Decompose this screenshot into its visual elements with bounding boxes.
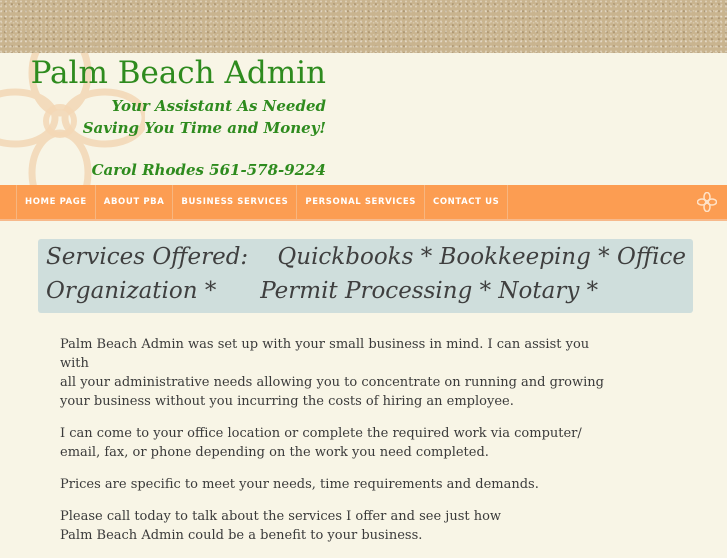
- services-line-1: Services Offered: Quickbooks * Bookkeeping * Office: [46, 244, 686, 270]
- tagline-saving: Saving You Time and Money!: [82, 119, 326, 137]
- tagline-assistant: Your Assistant As Needed: [111, 97, 326, 115]
- contact-phone: Carol Rhodes 561-578-9224: [91, 161, 326, 179]
- main-navigation: [0, 185, 727, 221]
- main-content: [60, 335, 620, 558]
- location-paragraph: I can come to your office location or complete the required work via computer/ email, fax, or phone depending on the work you need completed.: [60, 426, 582, 460]
- flower-icon: [697, 192, 717, 212]
- site-title[interactable]: Palm Beach Admin: [30, 55, 326, 91]
- prices-paragraph: Prices are specific to meet your needs, time requirements and demands.: [60, 477, 539, 492]
- nav-about-pba[interactable]: ABOUT PBA: [96, 185, 174, 219]
- services-banner: [38, 239, 693, 313]
- nav-business-services[interactable]: BUSINESS SERVICES: [173, 185, 297, 219]
- call-paragraph: Please call today to talk about the services I offer and see just how Palm Beach Admin could be a benefit to your business.: [60, 509, 502, 543]
- services-line-2: Organization * Permit Processing * Notary *: [46, 278, 599, 304]
- nav-personal-services[interactable]: PERSONAL SERVICES: [297, 185, 425, 219]
- intro-paragraph: Palm Beach Admin was set up with your small business in mind. I can assist you with all your administrative needs allowing you to concentrate on running and growing your business without you incurring the costs of hiring an employee.: [60, 337, 604, 409]
- sand-texture-banner: [0, 0, 727, 53]
- site-header: [0, 53, 727, 185]
- nav-home-page[interactable]: HOME PAGE: [17, 185, 96, 219]
- nav-contact-us[interactable]: CONTACT US: [425, 185, 508, 219]
